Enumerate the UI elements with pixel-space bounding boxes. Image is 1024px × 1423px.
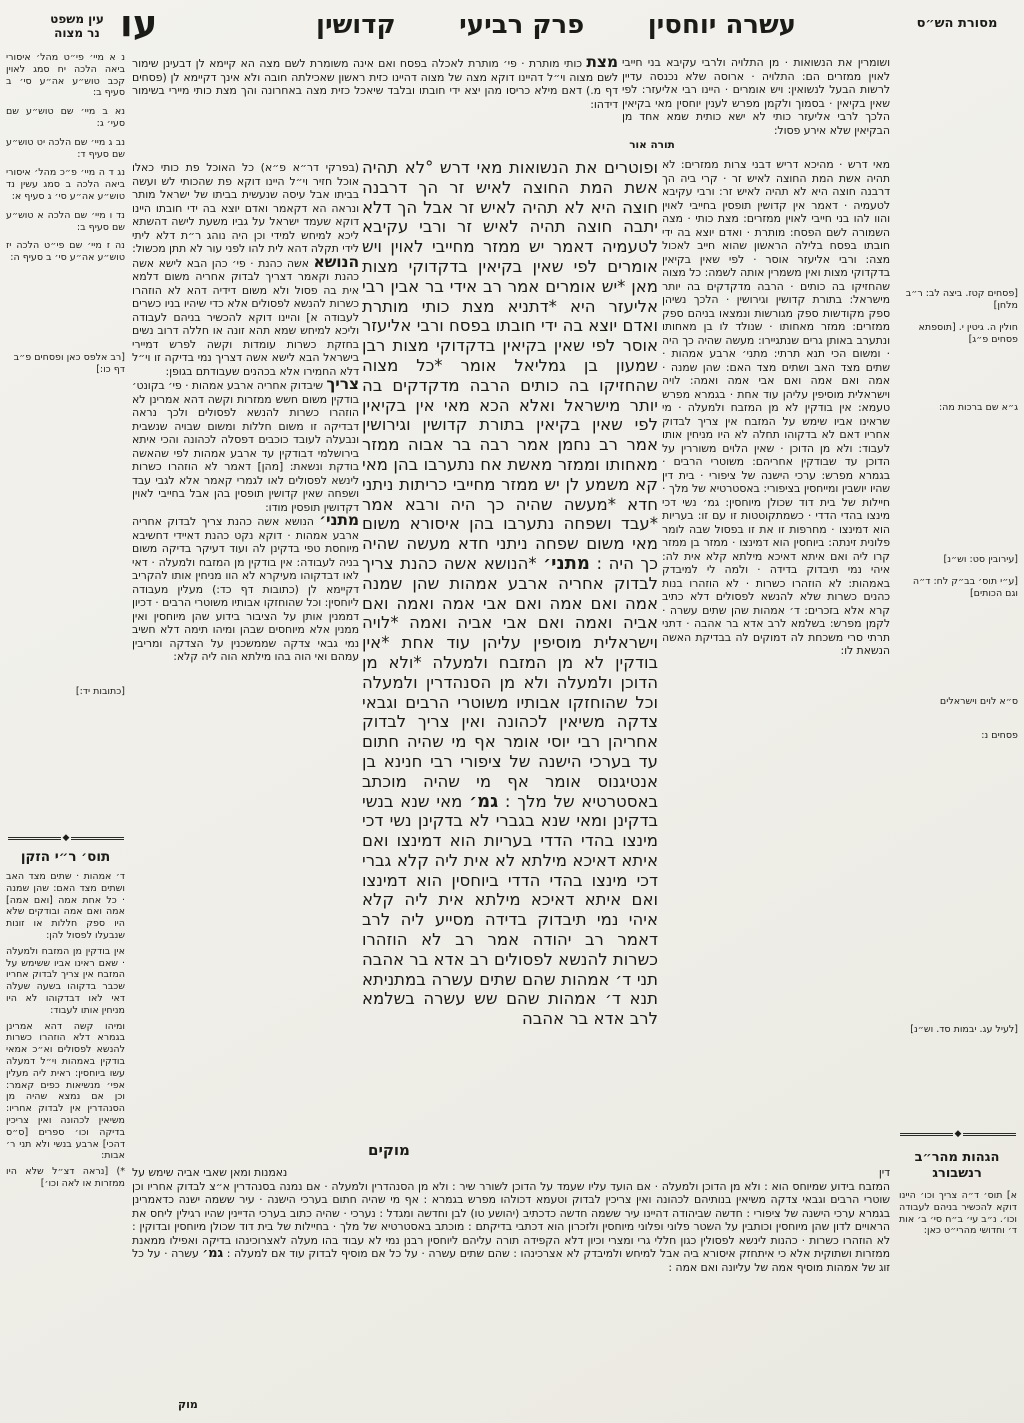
- tosafot-top-block: [132, 56, 618, 132]
- ein-mishpat-entry: נד ו מיי׳ שם הלכה א טוש״ע שם סעיף ב:: [6, 209, 125, 233]
- masoret-note: [ע״י תוס׳ בב״ק לח: ד״ה וגם הכותים]: [912, 576, 1018, 599]
- hagahot-title: הגהות מהר״ב רנשבורג: [914, 1150, 1000, 1181]
- chapter-number: פרק רביעי: [459, 10, 585, 40]
- masoret-note: [פסחים קטז. ביצה לב: ר״ב מלחן]: [905, 288, 1018, 311]
- ornament-diamond: ◆: [62, 833, 70, 843]
- ein-mishpat-header-line1: עין משפט: [50, 12, 104, 26]
- ein-mishpat-entry: נ א מיי׳ פי״ט מהל׳ איסורי ביאה הלכה יח סמג לאוין קכב טוש״ע אה״ע סי׳ ב סעיף ב:: [6, 52, 125, 99]
- chapter-name: עשרה יוחסין: [647, 10, 796, 40]
- ein-mishpat-entry: נג ד ה מיי׳ פ״כ מהל׳ איסורי ביאה הלכה ב סמג עשין נד טוש״ע אה״ע סי׳ ג סעיף א:: [6, 167, 125, 202]
- tractate-name: קדושין: [316, 10, 396, 40]
- tosafot-piece: [132, 252, 359, 379]
- tosafot-piece: [132, 160, 359, 256]
- gemara-catchword: מוקים: [368, 1141, 410, 1159]
- masoret-note: [לעיל עג. יבמות סד. וש״נ]: [910, 1024, 1018, 1035]
- gemara-opening: ופוטרים את הנשואות מאי דרש °לא תהיה אשת המת החוצה לאיש זר הך דרבנה חוצה היא לא תהיה לאיש זר אבל הך דלא יתבה חוצה תהיה לאיש זר ורבי עקיבא לטעמיה דאמר יש ממזר מחייבי לאוין ויש אומרים לפי שאין בקיאין בדקדוקי מצות מאן *יש אומרים אמר רב אידי בר אבין רבי אליעזר היא *דתניא מצת כותי מותרת ואדם יוצא בה ידי חובתו בפסח ורבי אליעזר אוסר לפי שאין בקיאין בדקדוקי מצות רבן שמעון בן גמליאל אומר *כל מצוה שהחזיקו בה כותים הרבה מדקדקים בה יותר מישראל ואלא הכא מאי אין בקיאין לפי שאין בקיאין בתורת קדושין וגירושין אמר רב נחמן אמר רבה בר אבוה ממזר מאחותו וממזר מאשת אח נתערבו בהן מאי קא משמע לן יש ממזר מחייבי כריתות ניתני חדא *מעשה שהיה כך היה ורבא אמר *עבד ושפחה נתערבו בהן איסורא משום מאי משום שפחה ניתני חדא מעשה שהיה כך היה :: [362, 158, 658, 573]
- folio-number: עו: [120, 2, 158, 45]
- tosafot-top-text: כותי מותרת · פי׳ מותרת לאכלה בפסח ואם אינה משומרת לשם מצה הא קיימא לן דבעינן שימור לשם מצוה וי״ל דהיינו דוקא מצה של מצוה דהיינו כזית ראשון שאכילתה חובה ולא אינך דקיימא לן (פסחים דף מ.) דאם מילא כריסו מהן יצא ידי חובתו ובלבד שיאכל כזית מצה באחרונה והך מצת כותי מיירי בשימור דידהו:: [132, 57, 618, 111]
- tosafot-ri-hazaken-body: [6, 871, 125, 1419]
- masoret-note: חולין ה. גיטין י. [תוספתא פסחים פ״ג]: [918, 322, 1018, 345]
- gemara-column: [362, 158, 658, 1140]
- tosafot-headword: מתני׳: [319, 511, 359, 529]
- bottom-block-lead-word: דין: [878, 1166, 890, 1179]
- page-title: [316, 10, 796, 40]
- masoret-note: [עירובין סט: וש״נ]: [943, 554, 1018, 565]
- tosafot-piece: [132, 375, 359, 514]
- tosafot-piece-text: אשה כהנת · פי׳ כהן הבא לישא אשה כהנת וקאמר דצריך לבדוק אחריה משום דלמא אית בה פסול ולא משום דידיה דהא לא הוזהרו כשרות להנשא לפסולים אלא כדי שיהיו בניו כשרים לעבודה א] והיינו דוקא להכשיר בניהם לעבודה וליכא למיחש שמא תהא זונה או חללה דרוב נשים בחזקת כשרות עומדות וקשה לפרש דמיירי בישראל הבא לישא אשה דצריך נמי בדיקה זו וי״ל דלא החמירו אלא בכהנים שעבודתם בגופן:: [132, 256, 359, 378]
- bottom-block-gemara-marker: גמ׳: [202, 1246, 224, 1261]
- masoret-note: פסחים נ:: [981, 730, 1018, 741]
- tosafot-piece-text: (בפרקי דר״א פ״א) כל האוכל פת כותי כאלו אוכל חזיר וי״ל היינו דוקא פת שהכותי לש ועשה בביתו אבל עיסה שנעשית בביתו של ישראל מותר ונראה הא דקאמר ואדם יוצא בה ידי חובתו היינו דוקא שעמד ישראל על גביו משעת לישה דהשתא ליכא למיחש למידי וכן היה נוהג ר״ת דלא ליתי לידי תקלה דהא לית להו לפני עור לא תתן מכשול:: [132, 161, 359, 255]
- masoret-note: ג״א שם ברכות מה:: [938, 402, 1018, 413]
- margin-note: [רב אלפס כאן ופסחים פ״ב דף כו:]: [13, 352, 125, 375]
- margin-note: [כתובות יד:]: [75, 686, 125, 697]
- tosafot-ri-hazaken-paragraph: אין בודקין מן המזבח ולמעלה · שאם ראינו אביו ששימש על המזבח אין צריך לבדוק אחריו שכבר בדקוהו בשעה שעלה דאי לאו דבדקוהו לא היו מניחין אותו לעבוד:: [6, 945, 125, 1016]
- gemara-body: מאי שנא בנשי בדקינן ומאי שנא בגברי לא בדקינן נשי דכי מינצו בהדי הדדי בעריות הוא דמינצו ואם איתא דאיכא מילתא לא אית ליה קלא גברי דכי מינצו בהדי הדדי ביוחסין הוא דמינצו ואם איתא דאיכא מילתא אית ליה קלא איהי נמי תיבדוק בדידה מסייע ליה לרב דאמר רב יהודה אמר רב לא הוזהרו כשרות להנשא לפסולים רב אדא בר אהבה תני ד׳ אמהות שהם שתים עשרה במתניתא תנא ד׳ אמהות שהם שש עשרה בשלמא לרב אדא בר אהבה: [362, 791, 658, 1029]
- tosafot-piece-text: שיבדוק אחריה ארבע אמהות · פי׳ בקונט׳ בודקין משום חשש ממזרות וקשה דהא אמרינן לא הוזהרו כשרות להנשא לפסולים ולכך נראה דבדיקה זו משום חללות ומשום שבויה שנשבית ונבעלה לעובד כוכבים דפסלה לכהונה והכי איתא בירושלמי דבודקין עד ארבע אמהות לפי שהאשה בודקת ונשאת: [מהן] דאמר לא הוזהרו כשרות לינשא לפסולים לאו לגמרי קאמר אלא לגבי עבד ושפחה שאין קדושין תופסין בהן אבל בחייבי לאוין דקדושין תופסין מודו:: [132, 379, 359, 514]
- bottom-block-catchword: מוק: [178, 1398, 198, 1411]
- ornament-diamond: ◆: [954, 1129, 962, 1139]
- tosafot-ri-hazaken-paragraph: ומיהו קשה דהא אמרינן בגמרא דלא הוזהרו כשרות להנשא לפסולים וא״כ אמאי בודקין באמהות וי״ל דמעלה עשו ביוחסין: ראית ליה מעלין אפי׳ מנשיאות כפים קאמר: וכן אם נמצא שהיה מן הסנהדרין אין לבדוק אחריו: משיאין לכהונה ואין צריכין בדיקה וכו׳ ספרים [ס״ס דהכי] ארבע בנשי ולא תני ר׳ אבות:: [6, 1020, 125, 1162]
- tosafot-ri-hazaken-paragraph: ד׳ אמהות · שתים מצד האב ושתים מצד האם: שהן שמנה · כל אחת אמה [ואם אמה] אמה ואם אמה ובודקים שלא היו ספק חללות או זונות שנבעלו לפסול להן:: [6, 871, 125, 941]
- mishnah-text: *הנושא אשה כהנת צריך לבדוק אחריה ארבע אמהות שהן שמנה אמה ואם אמה ואם אבי אמה ואמה ואם אביה ואמה ואם אבי אביה ואמה *לויה וישראלית מוסיפין עליהן עוד אחת *אין בודקין לא מן המזבח ולמעלה *ולא מן הדוכן ולמעלה ולא מן הסנהדרין ולמעלה וכל שהוחזקו אבותיו משוטרי הרבים וגבאי צדקה משיאין לכהונה ואין צריך לבדוק אחריהן רבי יוסי אומר אף מי שהיה חתום עד בערכי הישנה של ציפורי רבי חנינא בן אנטיגנוס אומר אף מי שהיה מוכתב באסטרטיא של מלך :: [362, 553, 658, 811]
- tosafot-headword-matzat: מצת: [586, 56, 618, 71]
- ein-mishpat-entry: נא ב מיי׳ שם טוש״ע שם סעי׳ ג:: [6, 106, 125, 129]
- tosafot-ri-hazaken-title: תוס׳ ר״י הזקן: [20, 849, 111, 865]
- bottom-block-line1-end: נאמנות ומאן שאבי אביה שימש על: [132, 1166, 288, 1179]
- rashi-column: מאי דרש · מהיכא דריש דבני צרות ממזרים: לא תהיה אשת המת החוצה לאיש זר · קרי ביה הך דרבנה חוצה היא לא תהיה לאיש זר: ורבי עקיבא לטעמיה · דאמר אין קדושין תופסין בחייבי לאוין והוו להו בני חייבי לאוין ממזרים: מצת כותי · מצה השמורה לשם הפסח: מותרת · ואדם יוצא בה ידי חובתו בפסח בלילה הראשון שהוא חייב לאכול מצה: ורבי אליעזר אוסר · לפי שאין בקיאין בדקדוקי מצות ואין משמרין אותה לשמה: כל מצוה שהחזיקו בה כותים · הרבה מדקדקים בה יותר מישראל: בתורת קדושין וגירושין · הלכך נשיהן ספק מקודשות ספק מגורשות ונמצאו בניהם ספק ממזרים: ממזר מאחותו · שנולד לו בן מאחותו ונתערב באותן גרים שנתגיירו: מעשה שהיה כך היה · ומשום הכי תנא תרתי: מתני׳ ארבע אמהות · שתים מצד האב ושתים מצד האם: שהן שמנה · אמה ואם אמה ואם אבי אמה ואמה: לויה וישראלית מוסיפין עליהן עוד אחת · בגמרא מפרש טעמא: אין בודקין לא מן המזבח ולמעלה · מי שראינו אביו שימש על המזבח אין צריך לבדוק אחריו דאם לא בדקוהו תחלה לא היו מניחין אותו לעבוד: ולא מן הדוכן · שאין הלוים משוררין על הדוכן עד שבודקין אחריהם: משוטרי הרבים · בגמרא מפרש: ערכי הישנה של ציפורי · בית דין שהיו יושבין ומייחסין בציפורי: באסטרטיא של מלך · חיילות של בית דוד שכולן מיוחסין: גמ׳ נשי דכי מינצו בהדי הדדי · כשמתקוטטות זו עם זו: בעריות הוא דמינצו · מחרפות זו את זו בפסול שבה לומר פלונית זינתה: ביוחסין הוא דמינצו · ממזר בן ממזר קרו ליה ואם איתא דאיכא מילתא קלא אית לה: איהי נמי תיבדוק בדידה · ולמה לי למיבדק באמהות: לא הוזהרו כשרות · לא הוזהרו בנות כהנים כשרות שלא להנשא לפסולים דלא כתיב קרא אלא בזכרים: ד׳ אמהות שהן שתים עשרה · לקמן מפרש: בשלמא לרב אדא בר אהבה · דתני תרתי סרי משכחת לה דמוקים לה בבדיקת האשה הנשאת לו:: [662, 158, 890, 657]
- tosafot-piece-text: הנושא אשה כהנת צריך לבדוק אחריה ארבע אמהות · דוקא נקט כהנת דאיידי דחשיבא מיוחסת טפי בדקינן לה ועוד דעיקר בדיקה משום בניה לעבודה: אין בודקין מן המזבח ולמעלה · דאי לאו דבדקוהו מעיקרא לא הוו מניחין אותו להקריב דקיימא לן (כתובות דף כד:) מעלין מעבודה ליוחסין: וכל שהוחזקו אבותיו משוטרי הרבים · דכיון דממנין אותן על הציבור בידוע שהן מיוחסין ואין ממנין אלא מיוחסים שבהן ומיהו תימה דלא חשיב נמי גבאי צדקה שממשכנין על הצדקה ומריבין עמהם ואי הוה בהו מילתא הוה ליה קלא:: [132, 515, 359, 663]
- bottom-block-text-2: עשרה · על כל זוג של אמהות מוסיף אמה של עליונה ואם אמה :: [132, 1247, 890, 1274]
- tosafot-headword: הנושא: [313, 252, 359, 271]
- tosafot-headword: צריך: [326, 375, 359, 393]
- ornament-divider-right: [900, 1130, 1016, 1139]
- ein-mishpat-header-line2: נר מצוה: [54, 26, 100, 40]
- torah-or-label: תורה אור: [629, 139, 675, 151]
- tosafot-column: [132, 160, 359, 1162]
- tosafot-ri-hazaken-paragraph: *) [נראה דצ״ל שלא היו ממזרות או לאה וכו׳]: [6, 1166, 125, 1189]
- tosafot-piece: [132, 511, 359, 664]
- gemara-marker: גמ׳: [469, 790, 499, 812]
- bottom-block-first-line: [132, 1166, 890, 1180]
- bottom-commentary-block: [132, 1166, 890, 1396]
- rashi-top-block: ושומרין את הנשואות · מן התלויה ולרבי עקיבא בני חייבי לאוין ממזרים הם: התלויה · ארוסה שלא נכנסה עדיין לרשות הבעל לנשואין: ויש אומרים · היינו רבי אליעזר: לפי שאין בקיאין · בסמוך ולקמן מפרש לענין יוחסין מאי בקיאין הלכך לרבי אליעזר כותי לא ישא כותית שמא אחד מן הבקיאין שלא אירע פסול:: [622, 56, 890, 137]
- ornament-divider-left: [8, 834, 124, 843]
- ein-mishpat-entry: נב ג מיי׳ שם הלכה יט טוש״ע שם סעיף ד:: [6, 136, 125, 160]
- masoret-hashas-header: מסורת הש״ס: [916, 16, 998, 31]
- hagahot-body: א] תוס׳ ד״ה צריך וכו׳ היינו דוקא להכשיר בניהם לעבודה וכו׳. נ״ב עי׳ ב״ח סי׳ ב׳ אות ד׳ וחדושי מהרי״ט כאן:: [899, 1190, 1017, 1237]
- masoret-note: ס״א לוים וישראלים: [939, 696, 1018, 707]
- bottom-block-text-1: המזבח בידוע שמיוחס הוא : ולא מן הדוכן ולמעלה · אם הועד עליו שעמד על הדוכן לשורר שיר : ולא מן הסנהדרין ולמעלה · אם נמנה בסנהדרין א״צ לבדוק אחריו וכן שוטרי הרבים וגבאי צדקה משיאין בנותיהם לכהונה ואין צריכין לבדוק וטעמא דכולהו מפרש בגמרא : אף מי שהיה חתום בערכי הישנה · עיר ששמה ישנה כדאמרינן בגמרא ערכי הישנה של ציפורי : חדשה שביהודה דהיינו עיר ששמה חדשה כדכתיב (יהושע טו) לבן וחדשה ומגדל : נערכי · שהיה כתוב בערכי הדיינין שהיו רגילין ליחס את הראויים לדון שהן מיוחסין וכותבין על השטר פלוני ופלוני מיוחסין ולזכרון הוא דכתבי בדיקתם : מוכתב באסטרטיא של מלך · בחיילות של בית דוד שכולן מיוחסין ובדוקין : לא הוזהרו כשרות · כהנות לינשא לפסולין כגון חללי גרי ומצרי וכיון דלא הקפידה תורה עליהם ליוחסין רבנן נמי לא עבוד בהו מעלה לאצרוכינהו בדיקה ואפילו ממאנת ממזרות ושתוקית אלא כי איתחזק איסורא ביה אבל למיחש ולמיבדק לא אצרכינהו : שהם שתים עשרה · על כל אם מוסיף לבדוק עוד אם למעלה :: [132, 1179, 890, 1260]
- ein-mishpat-entry: נה ז מיי׳ שם פי״ט הלכה יז טוש״ע אה״ע סי׳ ב סעיף ה:: [6, 240, 125, 264]
- mishnah-marker: מתני׳: [543, 552, 590, 574]
